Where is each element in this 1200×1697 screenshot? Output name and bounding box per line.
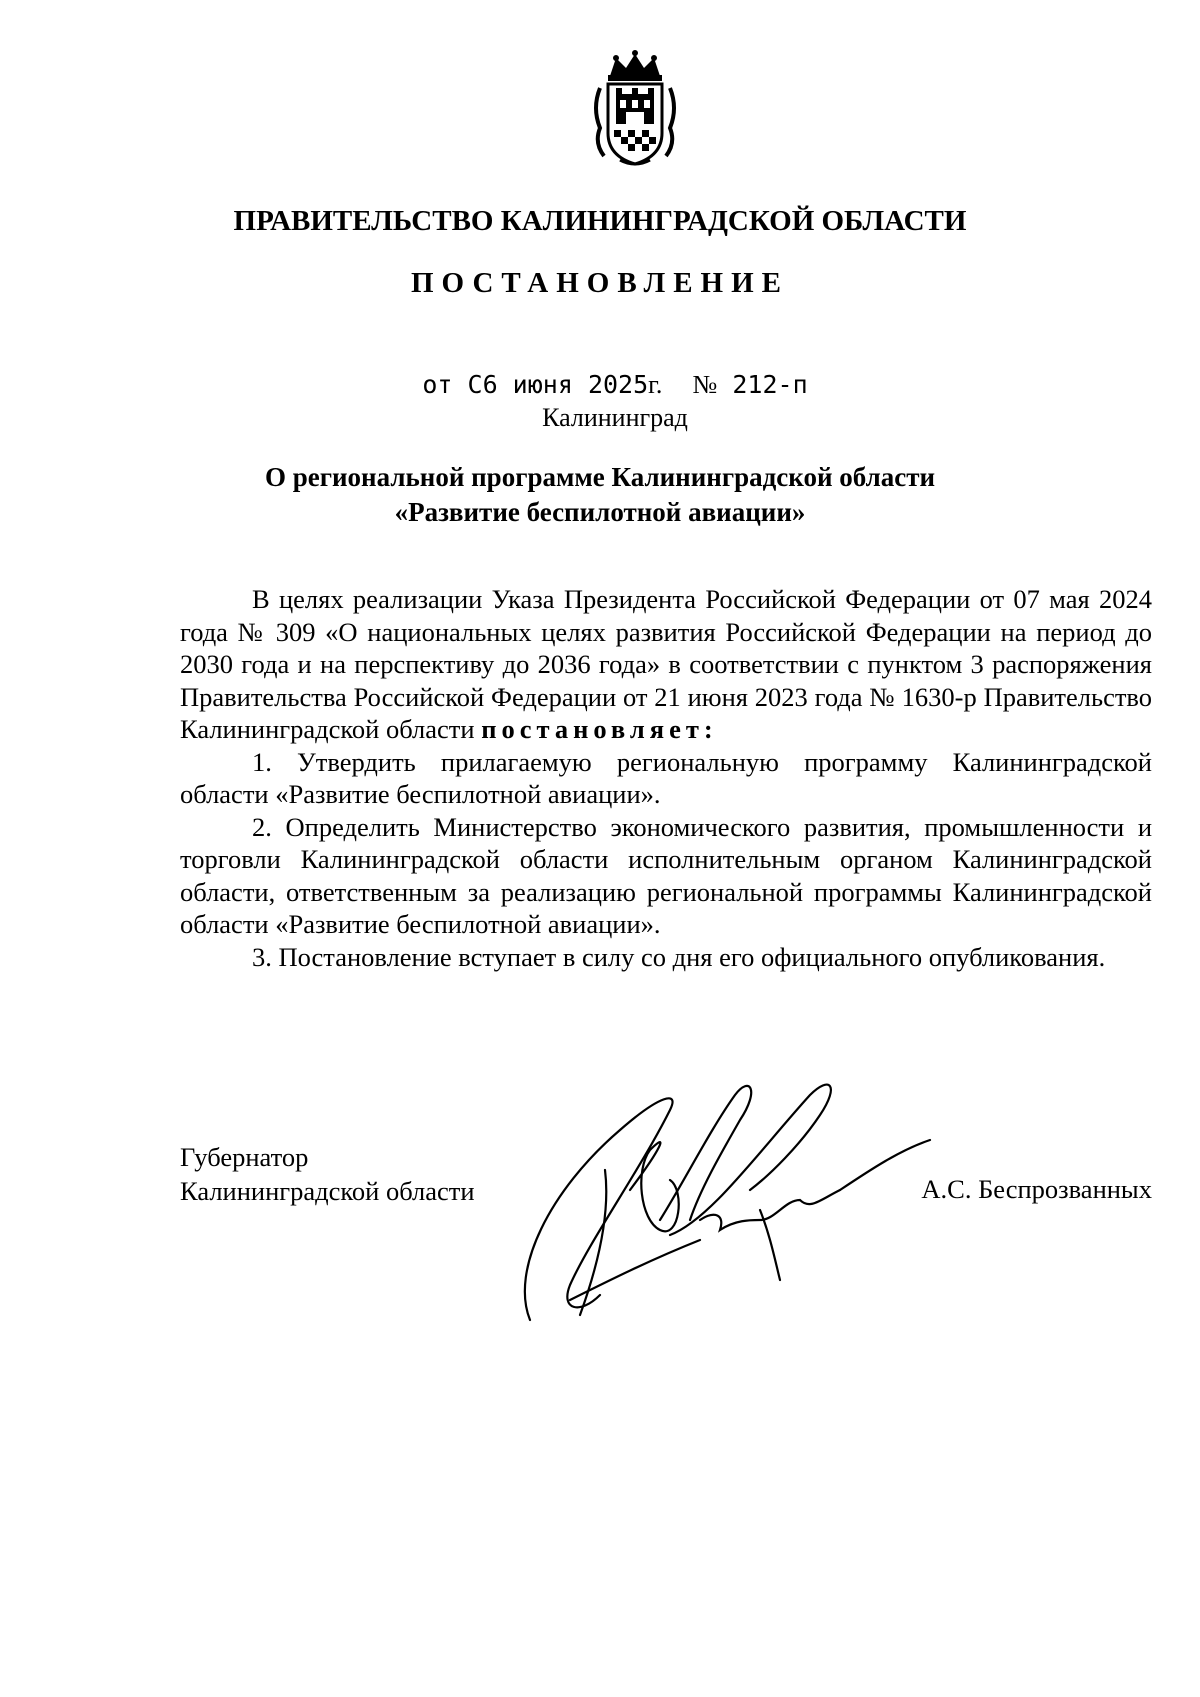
position-line-1: Губернатор bbox=[180, 1142, 309, 1172]
signer-name: А.С. Беспрозванных bbox=[921, 1174, 1152, 1204]
intro-text: В целях реализации Указа Президента Российской Федерации от 07 мая 2024 года № 309 «О национальных целях развития Российской Федерации на период до 2030 года и на перспективу до 2036 года» в соответствии с пунктом 3 распоряжения Правительства Российской Федерации от 21 июня 2023 года № 1630-р Правительство Калининградской области bbox=[180, 584, 1152, 744]
document-date-number bbox=[0, 370, 1200, 400]
document-body bbox=[180, 583, 1152, 973]
date-prefix: от bbox=[422, 370, 453, 399]
date-value: С6 июня 2025 bbox=[467, 370, 649, 399]
position-line-2: Калининградской области bbox=[180, 1176, 475, 1206]
city: Калининград bbox=[542, 403, 688, 432]
government-title: ПРАВИТЕЛЬСТВО КАЛИНИНГРАДСКОЙ ОБЛАСТИ bbox=[233, 205, 967, 237]
document-subject bbox=[0, 460, 1200, 530]
number-prefix: № bbox=[692, 370, 718, 399]
document-type: ПОСТАНОВЛЕНИЕ bbox=[410, 267, 789, 299]
intro-paragraph bbox=[180, 583, 1152, 746]
coat-of-arms-icon bbox=[590, 48, 680, 168]
item-2: 2. Определить Министерство экономического развития, промышленности и торговли Калининградской области исполнительным органом Калининградской области, ответственным за реализацию региональной программы Калининградской области «Развитие беспилотной авиации». bbox=[180, 811, 1152, 939]
date-suffix: г. bbox=[648, 370, 663, 399]
item-3: 3. Постановление вступает в силу со дня его официального опубликования. bbox=[252, 941, 1106, 972]
resolves-word: постановляет: bbox=[481, 714, 718, 744]
signer-position bbox=[180, 1140, 475, 1208]
subject-line-2: «Развитие беспилотной авиации» bbox=[394, 497, 806, 527]
subject-line-1: О региональной программе Калининградской области bbox=[264, 462, 936, 492]
document-number: 212-п bbox=[732, 370, 808, 399]
item-1: 1. Утвердить прилагаемую региональную программу Калининградской области «Развитие беспилотной авиации». bbox=[180, 746, 1152, 809]
handwritten-signature bbox=[510, 1070, 940, 1330]
